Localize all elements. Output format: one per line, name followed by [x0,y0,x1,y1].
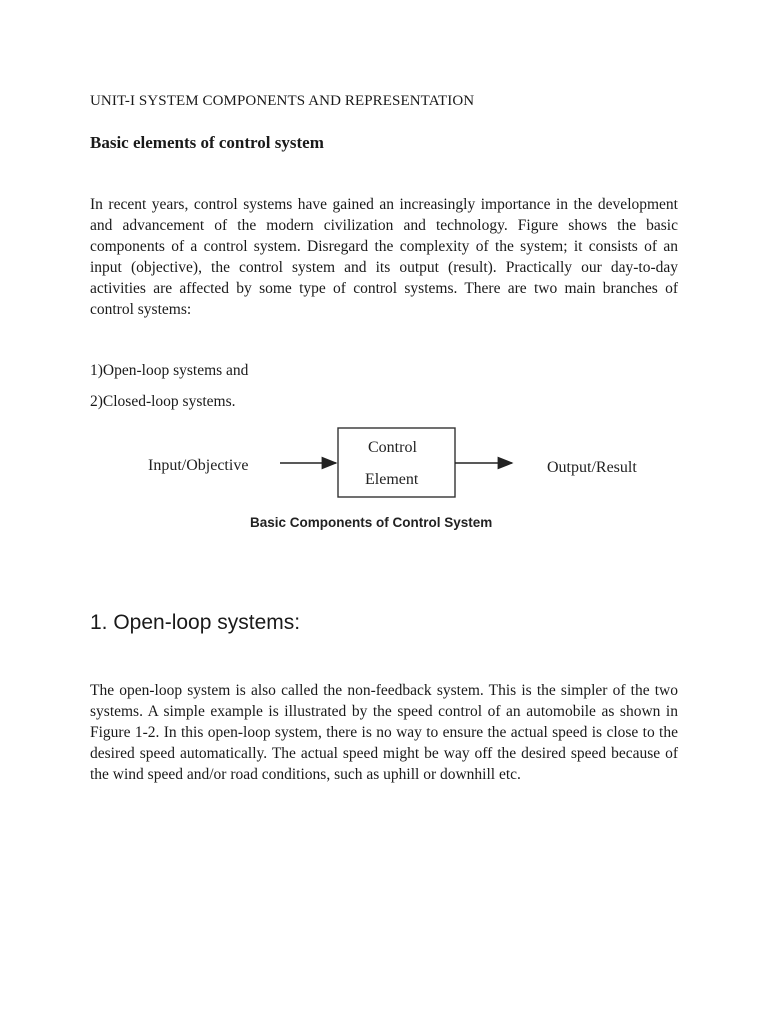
output-label: Output/Result [547,459,637,476]
intro-paragraph: In recent years, control systems have gained an increasingly importance in the development and advancement of the modern civilization and technology. Figure shows the basic components of a control system. Disregard the complexity of the system; it consists of an input (objective), the control system and its output (result). Practically our day-to-day activities are affected by some type of control systems. There are two main branches of control systems: [90,196,678,318]
open-loop-paragraph: The open-loop system is also called the non-feedback system. This is the simpler of the two systems. A simple example is illustrated by the speed control of an automobile as shown in Figure 1-2. In this open-loop system, there is no way to ensure the actual speed is close to the desired speed automatically. The actual speed might be way off the desired speed because of the wind speed and/or road conditions, such as uphill or downhill etc. [90,682,678,783]
list-item-open-loop: 1)Open-loop systems and [90,362,249,379]
section-heading: Basic elements of control system [90,133,324,152]
element-label: Element [365,471,419,488]
unit-title: UNIT-I SYSTEM COMPONENTS AND REPRESENTATION [90,93,475,109]
list-item-closed-loop: 2)Closed-loop systems. [90,393,236,410]
input-label: Input/Objective [148,457,249,474]
open-loop-heading: 1. Open-loop systems: [90,611,301,634]
control-system-diagram [140,420,680,540]
diagram-caption: Basic Components of Control System [250,515,493,530]
control-label: Control [368,439,417,456]
